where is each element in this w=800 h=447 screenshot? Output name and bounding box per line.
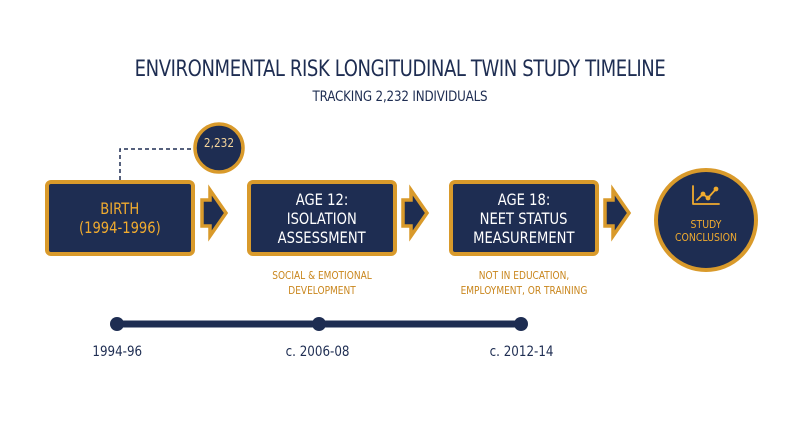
arrow-3 xyxy=(605,190,629,236)
timeline-dot-2 xyxy=(312,317,326,331)
stage-birth-line-1: BIRTH xyxy=(100,199,140,218)
participant-count: 2,232 xyxy=(203,136,235,150)
arrow-2 xyxy=(403,190,427,236)
note-age-12-line-2: DEVELOPMENT xyxy=(288,284,356,297)
stage-age-12-line-3: ASSESSMENT xyxy=(277,227,367,247)
stage-age-18 xyxy=(449,180,599,256)
page-title: ENVIRONMENTAL RISK LONGITUDINAL TWIN STUDY TIMELINE xyxy=(134,57,666,82)
timeline-label-2: c. 2006-08 xyxy=(285,344,350,360)
stage-age-18-line-3: MEASUREMENT xyxy=(473,227,575,247)
timeline-dot-1 xyxy=(110,317,124,331)
stage-birth-line-2: (1994-1996) xyxy=(79,218,161,237)
conclusion-line-2: CONCLUSION xyxy=(674,231,738,244)
arrow-1 xyxy=(202,190,226,236)
timeline-dot-3 xyxy=(514,317,528,331)
timeline-label-1: 1994-96 xyxy=(92,344,143,360)
note-age-12-line-1: SOCIAL & EMOTIONAL xyxy=(272,269,372,282)
page-subtitle: TRACKING 2,232 INDIVIDUALS xyxy=(312,89,488,105)
conclusion-label xyxy=(666,218,746,244)
note-age-18-line-1: NOT IN EDUCATION, xyxy=(478,269,570,282)
dashed-connector xyxy=(120,149,196,180)
stage-age-18-line-1: AGE 18: xyxy=(497,189,551,209)
stage-age-18-note xyxy=(424,268,624,298)
stage-age-12 xyxy=(247,180,397,256)
timeline-label-3: c. 2012-14 xyxy=(489,344,554,360)
stage-age-12-line-1: AGE 12: xyxy=(295,189,349,209)
stage-age-12-line-2: ISOLATION xyxy=(286,208,358,228)
stage-birth xyxy=(45,180,195,256)
conclusion-line-1: STUDY xyxy=(690,218,722,231)
note-age-18-line-2: EMPLOYMENT, OR TRAINING xyxy=(460,284,588,297)
stage-age-18-line-2: NEET STATUS xyxy=(480,208,568,228)
stage-age-12-note xyxy=(237,268,407,298)
